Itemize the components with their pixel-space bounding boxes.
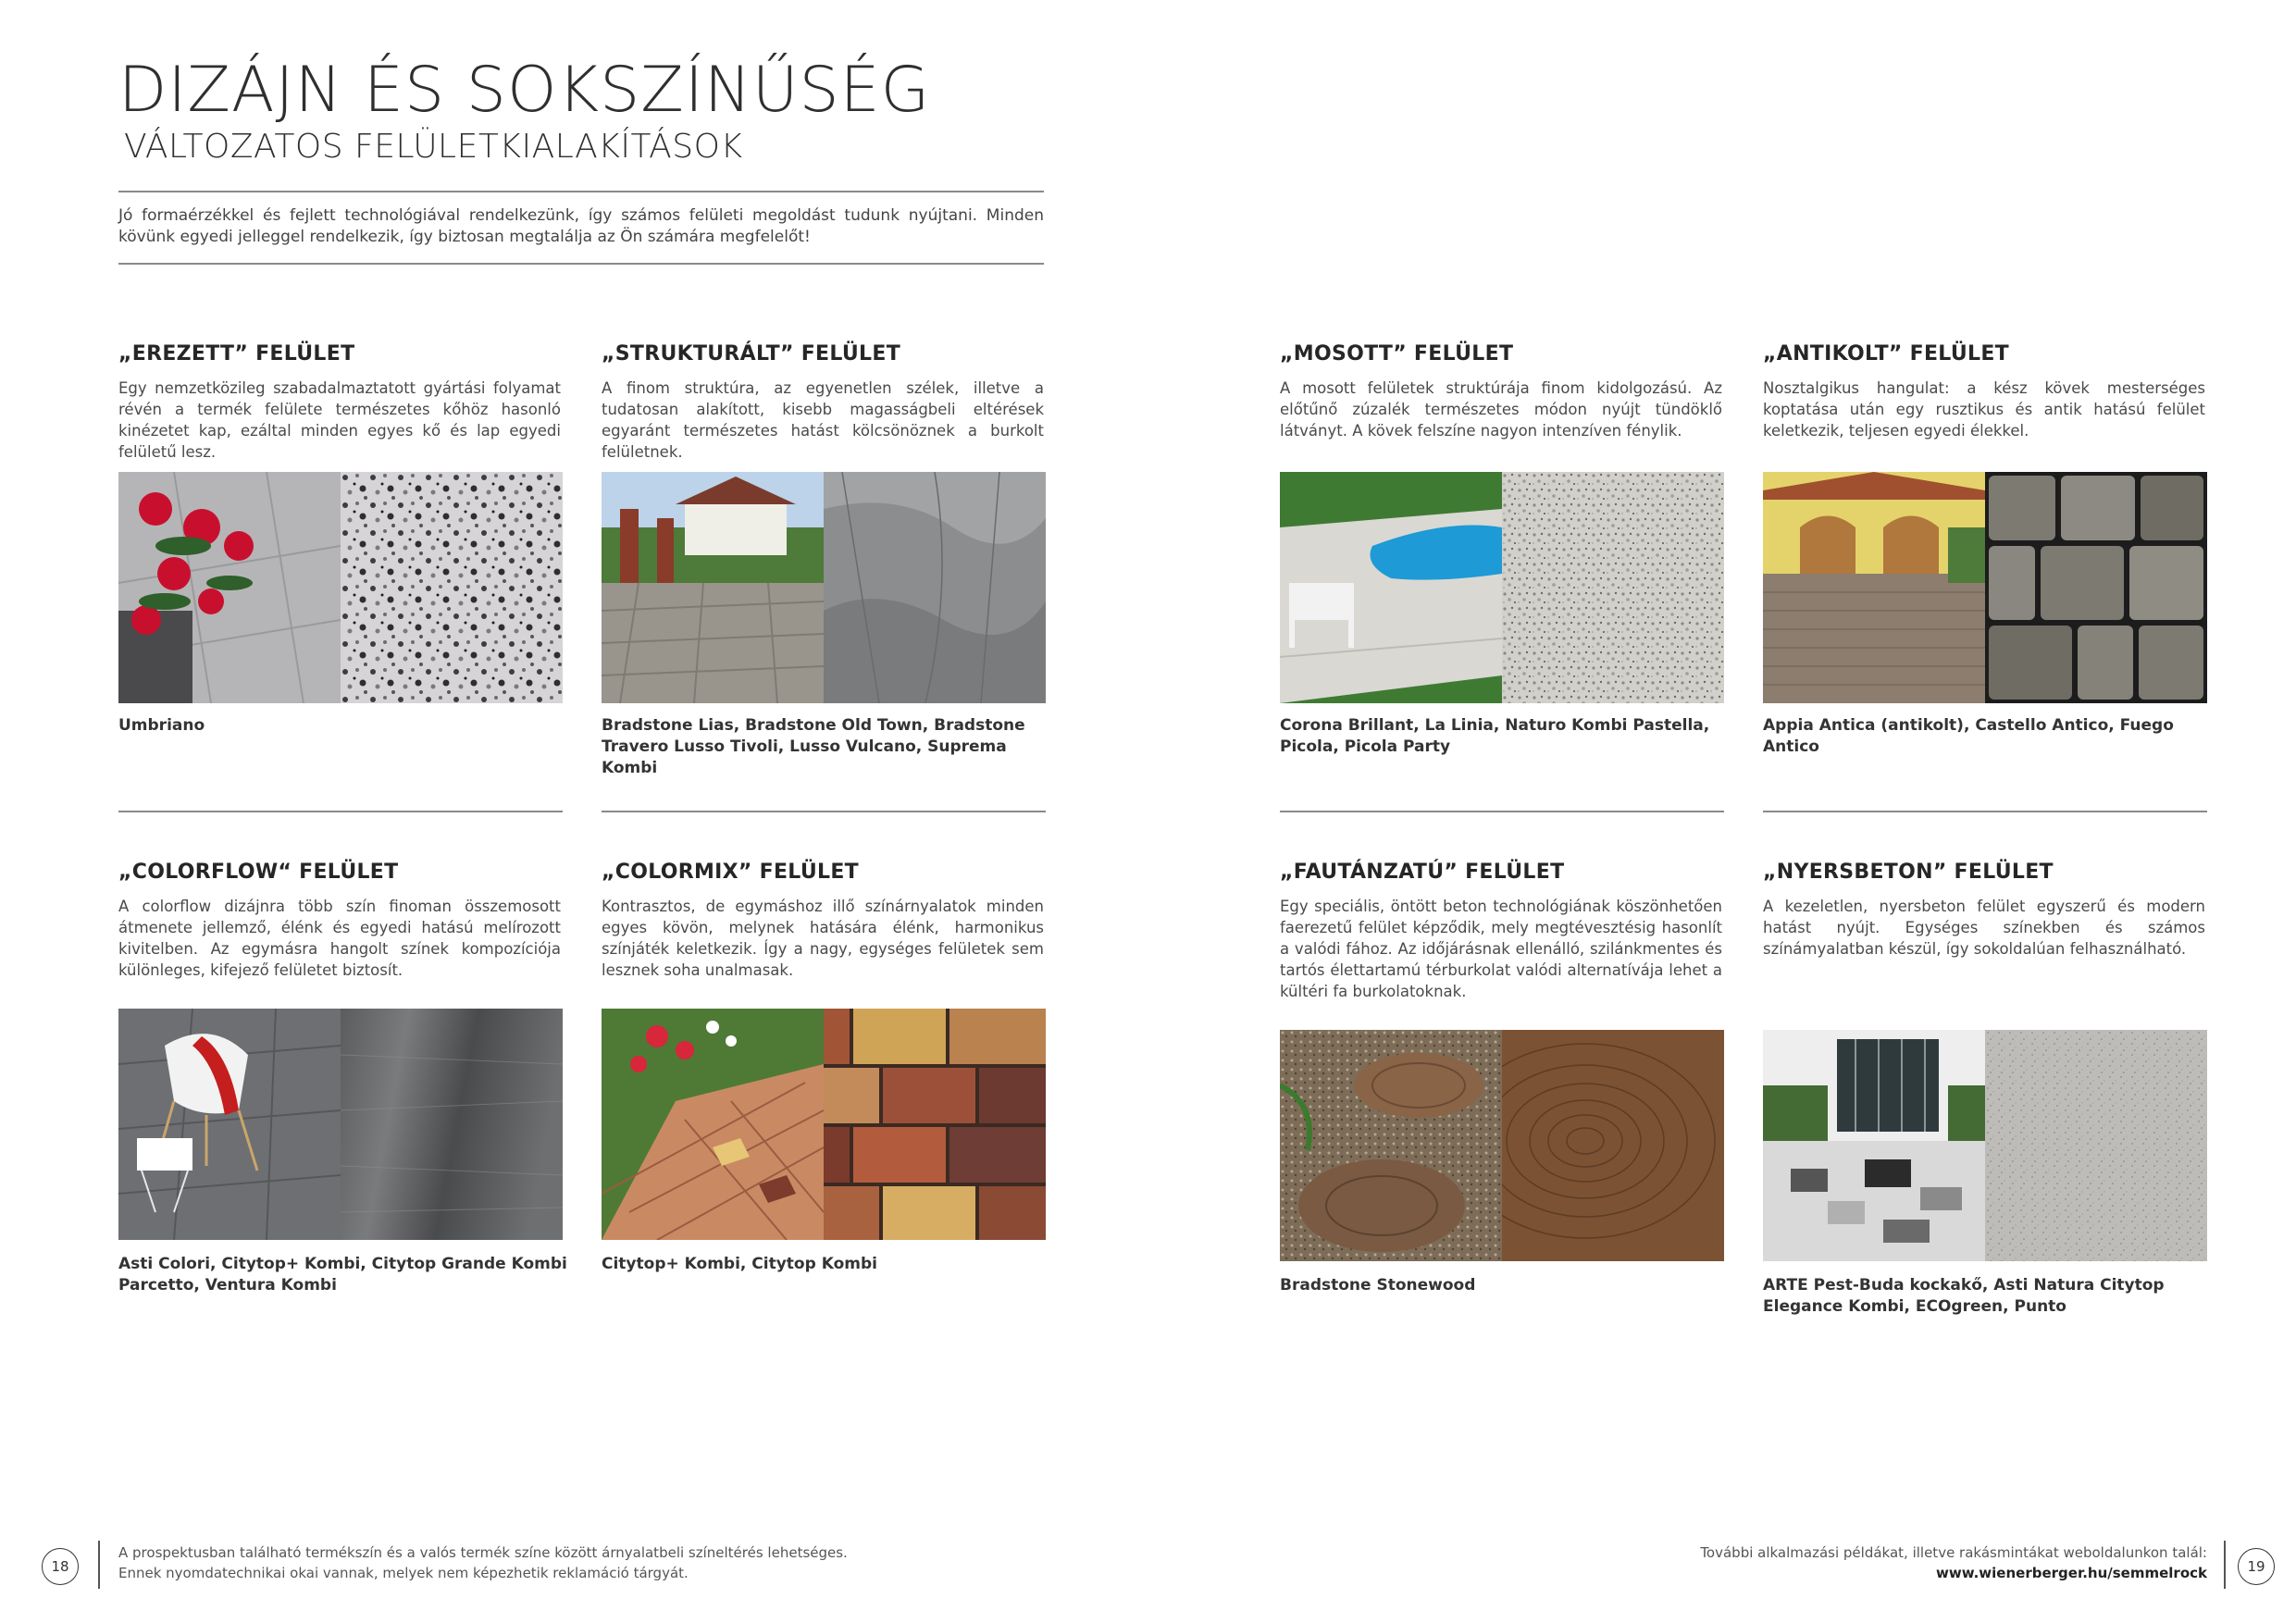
page-number-right: 19 <box>2238 1548 2275 1585</box>
section-title-fautanzatu: „FAUTÁNZATÚ” FELÜLET <box>1280 861 1565 884</box>
section-desc-colorflow: A colorflow dizájnra több szín finoman összemosott átmenete jellemző, élénk és egyedi hatású melírozott kivitelben. Az egymásra hangolt színek kompozíciója különleges, kifejező felületet biztosít. <box>118 898 561 979</box>
photo-wood-stepping-stones <box>1280 1030 1502 1261</box>
footer-web-link[interactable]: www.wienerberger.hu/semmelrock <box>1936 1565 2207 1581</box>
footer-disclaimer-line1: A prospektusban található termékszín és a valós termék színe között árnyalatbeli színeltérés lehetséges. <box>118 1544 848 1561</box>
photo-washed-texture <box>1502 472 1724 703</box>
photo-raw-concrete-texture <box>1985 1030 2207 1261</box>
section-desc-strukturalt: A finom struktúra, az egyenetlen szélek, illetve a tudatosan alakított, kisebb magasságbeli eltérések egyaránt természetes hatást kölcsönöznek a burkolt felületnek. <box>602 379 1044 461</box>
footer-web-line1: További alkalmazási példákat, illetve rakásmintákat weboldalunkon talál: <box>1700 1544 2207 1561</box>
section-desc-nyersbeton: A kezeletlen, nyersbeton felület egyszerű és modern hatást nyújt. Egységes színekben és számos színámyalatban készül, így sokoldalúan felhasználható. <box>1763 898 2205 958</box>
divider <box>1763 811 2207 812</box>
photo-house-driveway <box>602 472 824 703</box>
section-caption-erezett: Umbriano <box>118 716 205 735</box>
footer-divider <box>98 1541 100 1589</box>
section-title-erezett: „EREZETT” FELÜLET <box>118 342 355 365</box>
section-desc-erezett: Egy nemzetközileg szabadalmaztatott gyártási folyamat révén a termék felülete természetes kőhöz hasonló kinézetet kap, ezáltal minden egyes kő és lap egyedi felületű lesz. <box>118 379 561 461</box>
section-desc-fautanzatu: Egy speciális, öntött beton technológiának köszönhetően faerezetű felület képződik, mely megtévesztésig hasonlít a valódi fához. Az időjárásnak ellenálló, szilánkmentes és tartós élettartamú térburkolat valódi alternatívája lehet a kültéri fa burkolatoknak. <box>1280 898 1722 1000</box>
section-desc-antikolt: Nosztalgikus hangulat: a kész kövek mesterséges koptatása után egy rusztikus és antik hatású felület keletkezik, teljesen egyedi élekkel. <box>1763 379 2205 440</box>
divider <box>118 811 563 812</box>
section-caption-colorflow: Asti Colori, Citytop+ Kombi, Citytop Grande Kombi Parcetto, Ventura Kombi <box>118 1255 567 1295</box>
photo-garden-path <box>602 1009 824 1240</box>
section-caption-nyersbeton: ARTE Pest-Buda kockakő, Asti Natura Citytop Elegance Kombi, ECOgreen, Punto <box>1763 1276 2165 1316</box>
section-desc-mosott: A mosott felületek struktúrája finom kidolgozású. Az előtűnő zúzalék természetes módon nyújt tündöklő látványt. A kövek felszíne nagyon intenzíven fénylik. <box>1280 379 1722 440</box>
section-caption-mosott: Corona Brillant, La Linia, Naturo Kombi Pastella, Picola, Picola Party <box>1280 716 1710 756</box>
footer-divider <box>2224 1541 2226 1589</box>
photo-chair-patio <box>118 1009 341 1240</box>
photo-pool-terrace <box>1280 472 1502 703</box>
divider <box>118 191 1044 192</box>
section-title-strukturalt: „STRUKTURÁLT” FELÜLET <box>602 342 901 365</box>
section-caption-strukturalt: Bradstone Lias, Bradstone Old Town, Bradstone Travero Lusso Tivoli, Lusso Vulcano, Suprema Kombi <box>602 716 1025 777</box>
photo-wood-texture <box>1502 1030 1724 1261</box>
section-desc-colormix: Kontrasztos, de egymáshoz illő színárnyalatok minden egyes kövön, melynek hatására élénk, harmonikus színjáték keletkezik. Így a nagy, egységes felületek sem lesznek soha unalmasak. <box>602 898 1044 979</box>
section-title-colormix: „COLORMIX” FELÜLET <box>602 861 859 884</box>
section-title-colorflow: „COLORFLOW“ FELÜLET <box>118 861 399 884</box>
divider <box>118 263 1044 265</box>
photo-flowers-paving <box>118 472 341 703</box>
photo-granite-texture <box>341 472 563 703</box>
page-number-left: 18 <box>42 1548 79 1585</box>
photo-modern-entrance <box>1763 1030 1985 1261</box>
section-caption-antikolt: Appia Antica (antikolt), Castello Antico, Fuego Antico <box>1763 716 2174 756</box>
section-caption-fautanzatu: Bradstone Stonewood <box>1280 1276 1476 1295</box>
page-title: DIZÁJN ÉS SOKSZÍNŰSÉG <box>118 54 931 127</box>
photo-garage-driveway <box>1763 472 1985 703</box>
intro-text: Jó formaérzékkel és fejlett technológiával rendelkezünk, így számos felületi megoldást tudunk nyújtani. Minden kövünk egyedi jelleggel rendelkezik, így biztosan megtalálja az Ön számára megfelelőt! <box>118 206 1044 246</box>
divider <box>602 811 1046 812</box>
page-subtitle: VÁLTOZATOS FELÜLETKIALAKÍTÁSOK <box>124 128 743 166</box>
section-caption-colormix: Citytop+ Kombi, Citytop Kombi <box>602 1255 877 1273</box>
footer-disclaimer <box>118 1542 951 1583</box>
section-title-nyersbeton: „NYERSBETON” FELÜLET <box>1763 861 2054 884</box>
photo-colorflow-texture <box>341 1009 563 1240</box>
footer-disclaimer-line2: Ennek nyomdatechnikai okai vannak, melyek nem képezhetik reklamáció tárgyát. <box>118 1565 689 1581</box>
photo-slate-texture <box>824 472 1046 703</box>
divider <box>1280 811 1724 812</box>
section-title-mosott: „MOSOTT” FELÜLET <box>1280 342 1514 365</box>
photo-cobble-texture <box>1985 472 2207 703</box>
footer-web-info <box>1467 1542 2207 1583</box>
section-title-antikolt: „ANTIKOLT” FELÜLET <box>1763 342 2009 365</box>
photo-colormix-texture <box>824 1009 1046 1240</box>
